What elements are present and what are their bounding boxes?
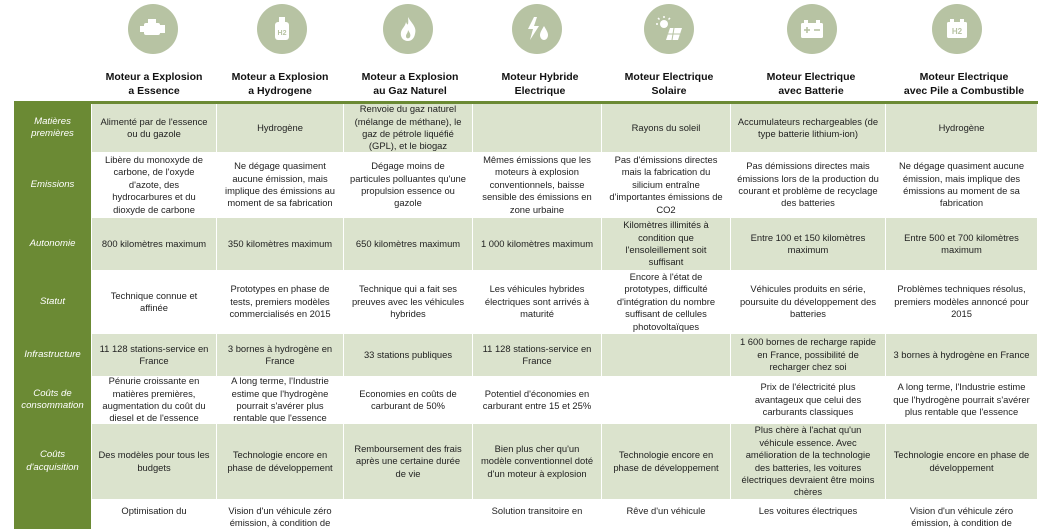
- svg-text:H2: H2: [277, 30, 287, 37]
- table-cell: Accumulateurs rechargeables (de type batterie lithium-ion): [731, 104, 886, 152]
- table-cell: Alimenté par de l'essence ou du gazole: [92, 104, 217, 152]
- table-cell: Remboursement des frais après une certaine durée de vie: [344, 424, 473, 499]
- column-header: Moteur Hybride Electrique: [501, 71, 579, 97]
- table-cell: Potentiel d'économies en carburant entre 15 et 25%: [473, 376, 602, 424]
- battery-icon: [787, 4, 837, 54]
- flame-icon: [383, 4, 433, 54]
- table-cell: Hydrogène: [217, 104, 344, 152]
- table-cell: [602, 376, 731, 424]
- table-row: [14, 218, 1038, 270]
- table-cell: 350 kilomètres maximum: [217, 218, 344, 270]
- table-cell: Problèmes techniques résolus, premiers modèles annoncé pour 2015: [886, 270, 1038, 334]
- table-cell: Vision d'un véhicule zéro émission, à condition de: [217, 499, 344, 529]
- table-cell: 3 bornes à hydrogène en France: [886, 334, 1038, 376]
- table-cell: Dégage moins de particules polluantes qu'une propulsion essence ou gazole: [344, 152, 473, 218]
- hydrogen-tank-icon: [257, 4, 307, 54]
- table-cell: Prix de l'électricité plus avantageux que celui des carburants classiques: [731, 376, 886, 424]
- table-row: [14, 270, 1038, 334]
- table-cell: Rêve d'un véhicule: [602, 499, 731, 529]
- table-cell: Plus chère à l'achat qu'un véhicule essence. Avec amélioration de la technologie des batteries, les voitures électriques devraient être moins chères: [731, 424, 886, 499]
- table-cell: Entre 100 et 150 kilomètres maximum: [731, 218, 886, 270]
- table-cell: Technologie encore en phase de développement: [217, 424, 344, 499]
- table-cell: Renvoie du gaz naturel (mélange de méthane), le gaz de pétrole liquéfié (GPL), et le biogaz: [344, 104, 473, 152]
- table-cell: Rayons du soleil: [602, 104, 731, 152]
- table-cell: Technique connue et affinée: [92, 270, 217, 334]
- table-row: [14, 499, 1038, 529]
- lightning-drop-icon: [512, 4, 562, 54]
- table-cell: 800 kilomètres maximum: [92, 218, 217, 270]
- table-row: [14, 376, 1038, 424]
- column-header: Moteur a Explosion a Hydrogene: [231, 71, 329, 97]
- table-cell: Véhicules produits en série, poursuite du développement des batteries: [731, 270, 886, 334]
- table-cell: 11 128 stations-service en France: [473, 334, 602, 376]
- table-cell: Hydrogène: [886, 104, 1038, 152]
- engine-icon: [128, 4, 178, 54]
- table-row: [14, 424, 1038, 499]
- table-cell: [473, 104, 602, 152]
- icon-strip: [0, 0, 1038, 62]
- table-cell: Ne dégage quasiment aucune émission, mais implique des émissions au moment de sa fabrication: [886, 152, 1038, 218]
- row-header: Statut: [14, 270, 92, 334]
- column-header: Moteur a Explosion a Essence: [105, 71, 203, 97]
- table-cell: Encore à l'état de prototypes, difficulté d'intégration du nombre suffisant de cellules photovoltaïques: [602, 270, 731, 334]
- table-cell: Bien plus cher qu'un modèle conventionnel doté d'un moteur à explosion: [473, 424, 602, 499]
- table-row: [14, 152, 1038, 218]
- table-cell: Les véhicules hybrides électriques sont arrivés à maturité: [473, 270, 602, 334]
- table-cell: Libère du monoxyde de carbone, de l'oxyde d'azote, des hydrocarbures et du dioxyde de carbone: [92, 152, 217, 218]
- table-cell: Pas d'émissions directes mais la fabrication du silicium entraîne d'importantes émissions de CO2: [602, 152, 731, 218]
- table-cell: A long terme, l'Industrie estime que l'hydrogène pourrait s'avérer plus rentable que l'essence: [217, 376, 344, 424]
- table-row: [14, 334, 1038, 376]
- table-cell: Les voitures électriques: [731, 499, 886, 529]
- row-header: Autonomie: [14, 218, 92, 270]
- table-cell: A long terme, l'Industrie estime que l'hydrogène pourrait s'avérer plus rentable que l'essence: [886, 376, 1038, 424]
- table-cell: [602, 334, 731, 376]
- column-header: Moteur Electrique avec Pile a Combustible: [903, 71, 1025, 97]
- table-cell: 650 kilomètres maximum: [344, 218, 473, 270]
- table-cell: Mêmes émissions que les moteurs à explosion conventionnels, baisse sensible des émissions en zone urbaine: [473, 152, 602, 218]
- table-cell: Technologie encore en phase de développement: [602, 424, 731, 499]
- row-header: [14, 499, 92, 529]
- table-cell: Pas démissions directes mais émissions lors de la production du courant et problème de recyclage des batteries: [731, 152, 886, 218]
- table-cell: Pénurie croissante en matières premières, augmentation du coût du diesel et de l'essence: [92, 376, 217, 424]
- table-cell: Technique qui a fait ses preuves avec les véhicules hybrides: [344, 270, 473, 334]
- table-cell: 3 bornes à hydrogène en France: [217, 334, 344, 376]
- sun-panel-icon: [644, 4, 694, 54]
- table-cell: Des modèles pour tous les budgets: [92, 424, 217, 499]
- table-row: [14, 104, 1038, 152]
- column-headers: [0, 62, 1038, 102]
- column-header: Moteur Electrique avec Batterie: [766, 71, 856, 97]
- table-cell: Solution transitoire en: [473, 499, 602, 529]
- row-header: Infrastructure: [14, 334, 92, 376]
- h2-fuel-cell-icon: [932, 4, 982, 54]
- table-cell: 11 128 stations-service en France: [92, 334, 217, 376]
- table-cell: Vision d'un véhicule zéro émission, à condition de: [886, 499, 1038, 529]
- row-header: Emissions: [14, 152, 92, 218]
- table-cell: Kilomètres illimités à condition que l'ensoleillement soit suffisant: [602, 218, 731, 270]
- table-cell: Ne dégage quasiment aucune émission, mais implique des émissions au moment de sa fabrication: [217, 152, 344, 218]
- table-cell: Technologie encore en phase de développement: [886, 424, 1038, 499]
- table-cell: Optimisation du: [92, 499, 217, 529]
- table-cell: 1 000 kilomètres maximum: [473, 218, 602, 270]
- svg-text:H2: H2: [951, 27, 963, 36]
- row-header: Coûts de consommation: [14, 376, 92, 424]
- table-cell: Prototypes en phase de tests, premiers modèles commercialisés en 2015: [217, 270, 344, 334]
- comparison-table: [14, 101, 1038, 529]
- row-header: Coûts d'acquisition: [14, 424, 92, 499]
- column-header: Moteur a Explosion au Gaz Naturel: [361, 71, 459, 97]
- table-cell: [344, 499, 473, 529]
- table-cell: Entre 500 et 700 kilomètres maximum: [886, 218, 1038, 270]
- table-cell: 1 600 bornes de recharge rapide en France, possibilité de recharger chez soi: [731, 334, 886, 376]
- column-header: Moteur Electrique Solaire: [624, 71, 714, 97]
- table-cell: Economies en coûts de carburant de 50%: [344, 376, 473, 424]
- row-header: Matières premières: [14, 104, 92, 152]
- table-cell: 33 stations publiques: [344, 334, 473, 376]
